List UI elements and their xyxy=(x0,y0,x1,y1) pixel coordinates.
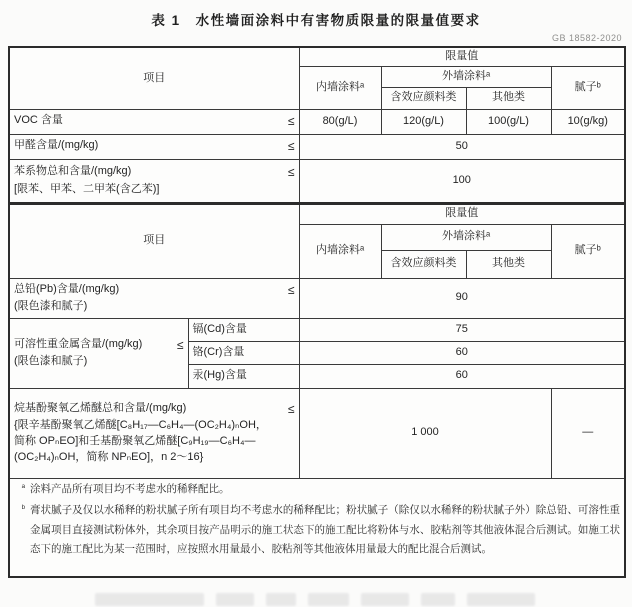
heavy-metals-le-sign: ≤ xyxy=(176,337,184,352)
cell-formaldehyde-value: 50 xyxy=(299,134,625,159)
footnote-a-text: 涂料产品所有项目均不考虑水的稀释配比。 xyxy=(30,482,230,495)
cell-chromium-value: 60 xyxy=(299,341,625,364)
cell-apeo-putty-value: — xyxy=(551,388,625,478)
formaldehyde-label: 甲醛含量/(mg/kg) xyxy=(14,139,99,152)
apeo-le-sign: ≤ xyxy=(287,401,295,416)
formaldehyde-le-sign: ≤ xyxy=(287,139,295,154)
apeo-note-line3: (OC₂H₄)ₙOH，简称 NPₙEO]，n 2～16} xyxy=(14,451,204,464)
header-other-type-2: 其他类 xyxy=(466,250,551,278)
voc-label: VOC 含量 xyxy=(14,114,63,127)
cell-voc-exterior-other: 100(g/L) xyxy=(466,109,551,134)
row-lead xyxy=(9,278,625,318)
footnote-b-marker: ᵇ xyxy=(21,503,25,514)
cell-formaldehyde-label xyxy=(9,134,299,159)
row-benzene xyxy=(9,159,625,203)
header-effect-pigment-2: 含效应颜料类 xyxy=(381,250,466,278)
row-footnotes xyxy=(9,478,625,577)
cell-voc-label xyxy=(9,109,299,134)
cell-mercury-name: 汞(Hg)含量 xyxy=(188,364,299,388)
header-interior-2: 内墙涂料ᵃ xyxy=(299,224,381,278)
header-effect-pigment-1: 含效应颜料类 xyxy=(381,87,466,109)
heavy-metals-scope-note: (限色漆和腻子) xyxy=(14,355,88,368)
footnotes-cell xyxy=(9,478,625,577)
apeo-note-line1: {限辛基酚聚氧乙烯醚[C₈H₁₇—C₆H₄—(OC₂H₄)ₙOH， xyxy=(14,419,267,432)
cell-chromium-name: 铬(Cr)含量 xyxy=(188,341,299,364)
cell-lead-value: 90 xyxy=(299,278,625,318)
table-title: 表 1 水性墙面涂料中有害物质限量的限量值要求 xyxy=(151,13,481,28)
header-exterior-2: 外墙涂料ᵃ xyxy=(381,224,551,250)
row-heavy-metal-cadmium xyxy=(9,318,625,341)
footnote-a xyxy=(14,480,620,499)
footnote-a-marker: ᵃ xyxy=(21,481,25,492)
heavy-metals-label: 可溶性重金属含量/(mg/kg) xyxy=(14,337,143,350)
header-exterior-1: 外墙涂料ᵃ xyxy=(381,66,551,87)
cell-heavy-metals-label xyxy=(9,318,188,388)
header-item-1: 项目 xyxy=(9,47,299,109)
cell-benzene-label xyxy=(9,159,299,203)
standard-reference: GB 18582-2020 xyxy=(551,33,622,43)
header-putty-2: 腻子ᵇ xyxy=(551,224,625,278)
footnote-b-text: 膏状腻子及仅以水稀释的粉状腻子所有项目均不考虑水的稀释配比；粉状腻子（除仅以水稀释的粉状腻子外）除总铅、可溶性重金属项目直接测试粉体外，其余项目按产品明示的施工状态下的施工配比将粉体与水、胶粘剂等其他液体混合后测试。如施工状态下的施工配比为某一范围时，应按照水用量最小、胶粘剂等其他液体用量最大的配比混合后测试。 xyxy=(30,504,620,556)
apeo-label: 烷基酚聚氧乙烯醚总和含量/(mg/kg) xyxy=(14,401,187,414)
lead-scope-note: (限色漆和腻子) xyxy=(14,300,88,313)
cell-mercury-value: 60 xyxy=(299,364,625,388)
cell-voc-interior: 80(g/L) xyxy=(299,109,381,134)
header-interior-1: 内墙涂料ᵃ xyxy=(299,66,381,109)
benzene-le-sign: ≤ xyxy=(287,165,295,180)
lead-label: 总铅(Pb)含量/(mg/kg) xyxy=(14,282,120,295)
watermark-artifact xyxy=(95,593,535,606)
header-putty-1: 腻子ᵇ xyxy=(551,66,625,109)
cell-apeo-label xyxy=(9,388,299,478)
cell-apeo-value: 1 000 xyxy=(299,388,551,478)
header-limit-value-1: 限量值 xyxy=(299,47,625,66)
row-apeo xyxy=(9,388,625,478)
limits-table xyxy=(8,46,626,578)
apeo-note-line2: 简称 OPₙEO]和壬基酚聚氧乙烯醚[C₉H₁₉—C₆H₄— xyxy=(14,435,256,448)
benzene-label: 苯系物总和含量/(mg/kg) xyxy=(14,165,132,178)
header-item-2: 项目 xyxy=(9,203,299,278)
cell-lead-label xyxy=(9,278,299,318)
cell-cadmium-value: 75 xyxy=(299,318,625,341)
header-limit-value-2: 限量值 xyxy=(299,203,625,224)
cell-voc-exterior-effect: 120(g/L) xyxy=(381,109,466,134)
row-voc xyxy=(9,109,625,134)
header-other-type-1: 其他类 xyxy=(466,87,551,109)
cell-cadmium-name: 镉(Cd)含量 xyxy=(188,318,299,341)
row-formaldehyde xyxy=(9,134,625,159)
footnote-b xyxy=(14,501,620,559)
lead-le-sign: ≤ xyxy=(287,282,295,297)
cell-benzene-value: 100 xyxy=(299,159,625,203)
cell-voc-putty: 10(g/kg) xyxy=(551,109,625,134)
voc-le-sign: ≤ xyxy=(287,114,295,129)
benzene-scope-note: [限苯、甲苯、二甲苯(含乙苯)] xyxy=(14,182,160,195)
